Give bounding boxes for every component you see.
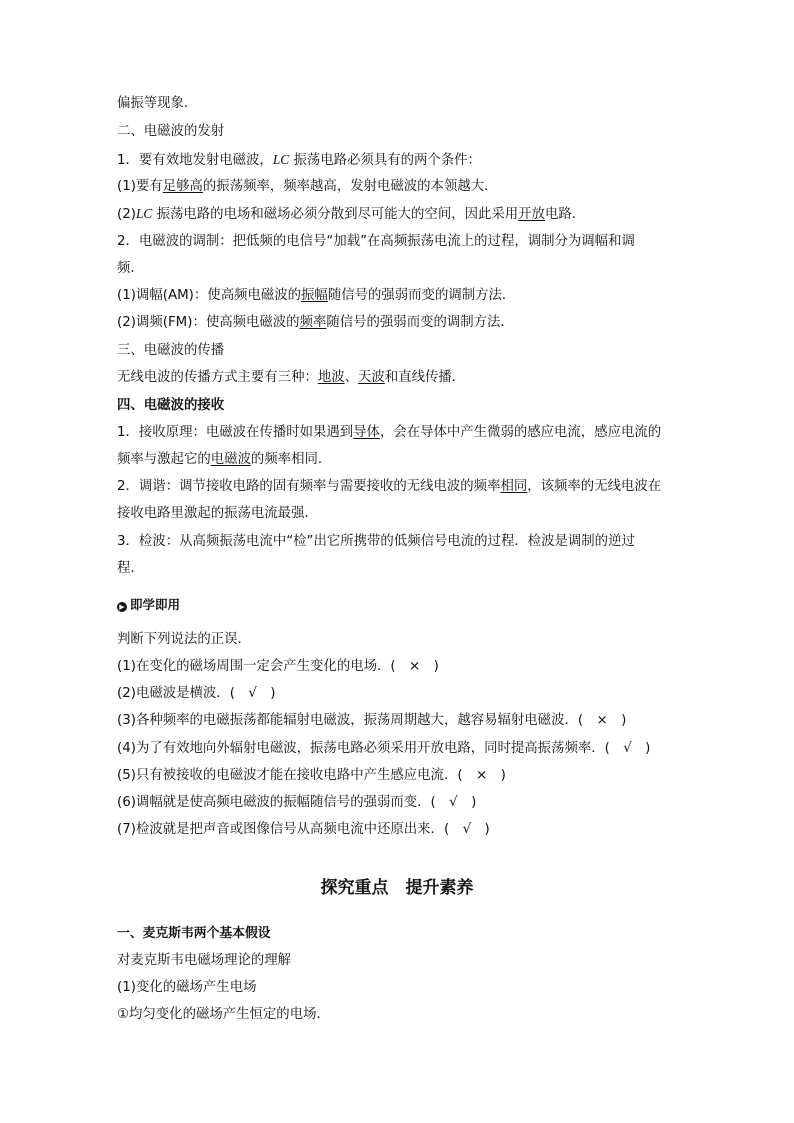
practice-header: ▶ 即学即用 (117, 596, 682, 614)
text-line: (1)要有足够高的振荡频率，频率越高，发射电磁波的本领越大． (117, 179, 498, 194)
section-heading: 二、电磁波的发射 (117, 124, 225, 139)
text-line: 3．检波：从高频振荡电流中“检”出它所携带的低频信号电流的过程．检波是调制的逆过 (117, 534, 635, 549)
text-line: (1)变化的磁场产生电场 (117, 980, 257, 995)
text-line: 程． (117, 561, 144, 576)
text-line: (2)LC 振荡电路的电场和磁场必须分散到尽可能大的空间，因此采用开放电路． (117, 206, 586, 222)
text-line: (2)调频(FM)：使高频电磁波的频率随信号的强弱而变的调制方法． (117, 315, 514, 330)
text-line: (1)调幅(AM)：使高频电磁波的振幅随信号的强弱而变的调制方法． (117, 288, 516, 303)
practice-item: (2)电磁波是横波．( √ ) (117, 686, 276, 701)
text-line: ①均匀变化的磁场产生恒定的电场． (117, 1007, 330, 1022)
text-line: 2．电磁波的调制：把低频的电信号“加载”在高频振荡电流上的过程，调制分为调幅和调 (117, 234, 635, 249)
text-line: 偏振等现象． (117, 96, 198, 111)
practice-item: (7)检波就是把声音或图像信号从高频电流中还原出来．( √ ) (117, 822, 490, 837)
text-line: 2．调谐：调节接收电路的固有频率与需要接收的无线电波的频率相同，该频率的无线电波在 (117, 479, 662, 494)
subsection-heading: 一、麦克斯韦两个基本假设 (117, 926, 271, 941)
practice-intro: 判断下列说法的正误． (117, 632, 251, 647)
text-line: 1．接收原理：电磁波在传播时如果遇到导体，会在导体中产生微弱的感应电流，感应电流的 (117, 425, 662, 440)
play-circle-icon: ▶ (117, 602, 127, 612)
practice-item: (3)各种频率的电磁振荡都能辐射电磁波，振荡周期越大，越容易辐射电磁波．( × ) (117, 713, 627, 728)
practice-item: (1)在变化的磁场周围一定会产生变化的电场．( × ) (117, 659, 439, 674)
section-heading: 四、电磁波的接收 (117, 398, 225, 413)
practice-item: (4)为了有效地向外辐射电磁波，振荡电路必须采用开放电路，同时提高振荡频率．( √ ) (117, 741, 651, 756)
section-heading: 三、电磁波的传播 (117, 343, 225, 358)
text-line: 频率与激起它的电磁波的频率相同． (117, 452, 332, 467)
text-line: 频． (117, 261, 144, 276)
practice-item: (5)只有被接收的电磁波才能在接收电路中产生感应电流．( × ) (117, 768, 506, 783)
section-title: 探究重点 提升素养 (320, 878, 474, 898)
practice-item: (6)调幅就是使高频电磁波的振幅随信号的强弱而变．( √ ) (117, 795, 477, 810)
text-line: 1．要有效地发射电磁波，LC 振荡电路必须具有的两个条件： (117, 152, 481, 168)
text-line: 对麦克斯韦电磁场理论的理解 (117, 953, 292, 968)
text-line: 无线电波的传播方式主要有三种：地波、天波和直线传播． (117, 370, 466, 385)
text-line: 接收电路里激起的振荡电流最强． (117, 506, 318, 521)
